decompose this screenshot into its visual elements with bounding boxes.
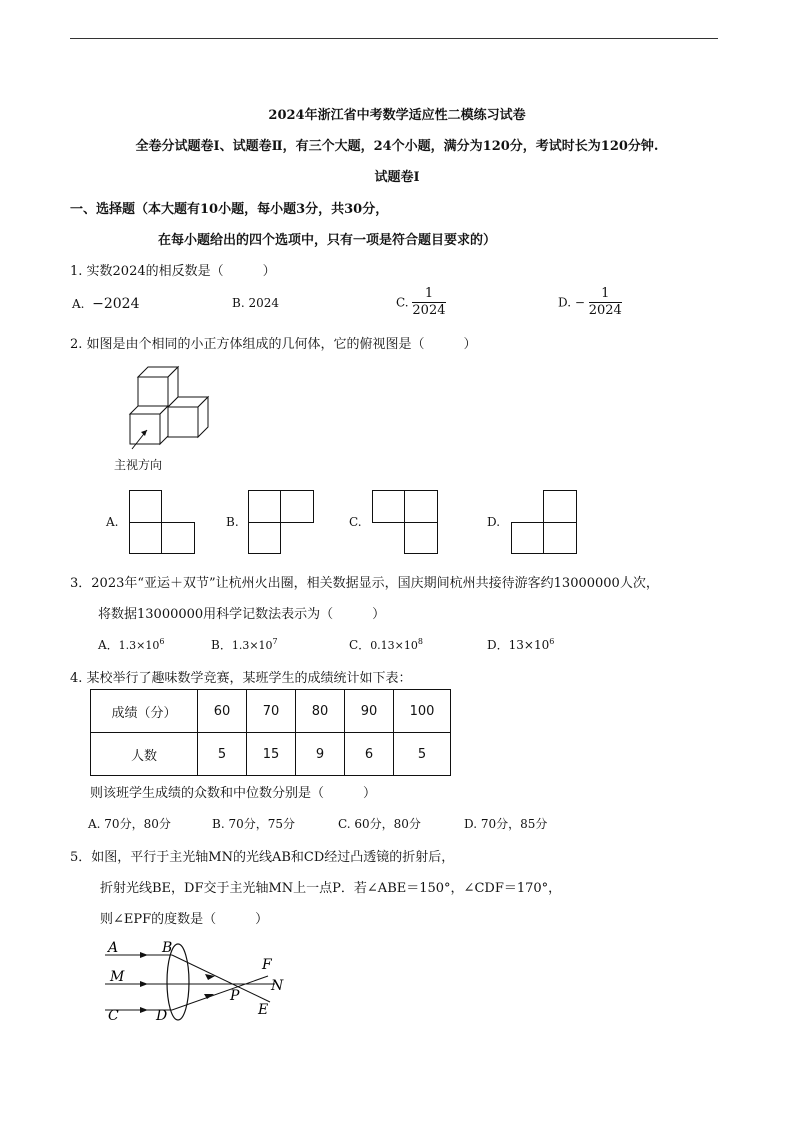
q2-option-c-label: C. <box>349 515 362 529</box>
q1-option-d: D. − $\frac{1}{2024}$ <box>558 286 622 318</box>
q5-lens-figure <box>100 938 300 1028</box>
q3-option-d: D．$13\times 10^6$ <box>487 637 555 652</box>
table-row <box>91 690 451 733</box>
table-cell: 80 <box>296 690 345 733</box>
q1-option-a: A. −2024 <box>72 296 140 312</box>
label-b: B <box>162 940 173 956</box>
q1-option-c: C. $\frac{1}{2024}$ <box>396 286 446 318</box>
q4-option-b: B. 70分，75分 <box>212 817 295 831</box>
label-m: M <box>110 969 125 985</box>
q1-stem: 1. 实数2024的相反数是（ ） <box>70 264 276 279</box>
table-cell: 6 <box>345 733 394 776</box>
q2-option-a-label: A. <box>106 515 119 529</box>
q2-option-b-label: B. <box>226 515 239 529</box>
q1-option-b: B. 2024 <box>232 296 279 310</box>
q5-stem-question: 则∠EPF的度数是（ ） <box>100 912 269 927</box>
table-cell: 9 <box>296 733 345 776</box>
table-header-cell: 人数 <box>91 733 198 776</box>
exam-instructions: 全卷分试题卷Ⅰ、试题卷Ⅱ，有三个大题，24个小题，满分为120分，考试时长为120分钟. <box>135 139 659 154</box>
q2-stem: 2. 如图是由个相同的小正方体组成的几何体，它的俯视图是（ ） <box>70 337 477 352</box>
label-a: A <box>108 940 119 956</box>
table-cell: 100 <box>394 690 451 733</box>
q2-option-b-grid <box>248 490 314 554</box>
q3-option-b: B．$1.3\times 10^7$ <box>211 637 278 652</box>
label-f: F <box>262 957 272 973</box>
table-row <box>91 733 451 776</box>
part-title: 试题卷Ⅰ <box>374 170 420 185</box>
q2-option-a-grid <box>129 490 195 554</box>
table-cell: 15 <box>247 733 296 776</box>
label-p: P <box>230 988 240 1004</box>
table-cell: 60 <box>198 690 247 733</box>
q3-option-a: A．$1.3\times 10^6$ <box>98 637 165 652</box>
score-table <box>90 689 451 776</box>
q5-stem: 5．如图，平行于主光轴MN的光线AB和CD经过凸透镜的折射后， <box>70 850 455 865</box>
q4-question: 则该班学生成绩的众数和中位数分别是（ ） <box>90 786 377 801</box>
table-header-cell: 成绩（分） <box>91 690 198 733</box>
q4-option-c: C. 60分，80分 <box>338 817 421 831</box>
q2-view-label: 主视方向 <box>114 458 163 472</box>
q4-option-a: A. 70分，80分 <box>88 817 171 831</box>
table-cell: 5 <box>394 733 451 776</box>
q2-option-d-label: D. <box>487 515 501 529</box>
top-rule <box>70 38 718 39</box>
label-n: N <box>271 978 284 994</box>
q3-stem-cont: 将数据13000000用科学记数法表示为（ ） <box>98 607 386 622</box>
label-c: C <box>108 1008 119 1024</box>
table-cell: 5 <box>198 733 247 776</box>
q4-option-d: D. 70分，85分 <box>464 817 548 831</box>
page-title: 2024年浙江省中考数学适应性二模练习试卷 <box>268 108 526 123</box>
q2-option-d-grid <box>511 490 577 554</box>
label-d: D <box>156 1008 168 1024</box>
q2-option-c-grid <box>372 490 438 554</box>
q3-option-c: C．$0.13\times 10^8$ <box>349 637 423 652</box>
table-cell: 90 <box>345 690 394 733</box>
q3-stem: 3．2023年“亚运＋双节”让杭州火出圈，相关数据显示，国庆期间杭州共接待游客约13000000人次， <box>70 576 659 591</box>
section-heading: 一、选择题（本大题有10小题，每小题3分，共30分， <box>70 202 389 217</box>
section-heading-cont: 在每小题给出的四个选项中，只有一项是符合题目要求的） <box>158 233 497 248</box>
q5-stem-cont: 折射光线BE，DF交于主光轴MN上一点P．若∠ABE＝150°，∠CDF＝170°， <box>100 881 562 896</box>
table-cell: 70 <box>247 690 296 733</box>
q4-stem: 4. 某校举行了趣味数学竞赛，某班学生的成绩统计如下表： <box>70 671 412 686</box>
label-e: E <box>258 1002 269 1018</box>
